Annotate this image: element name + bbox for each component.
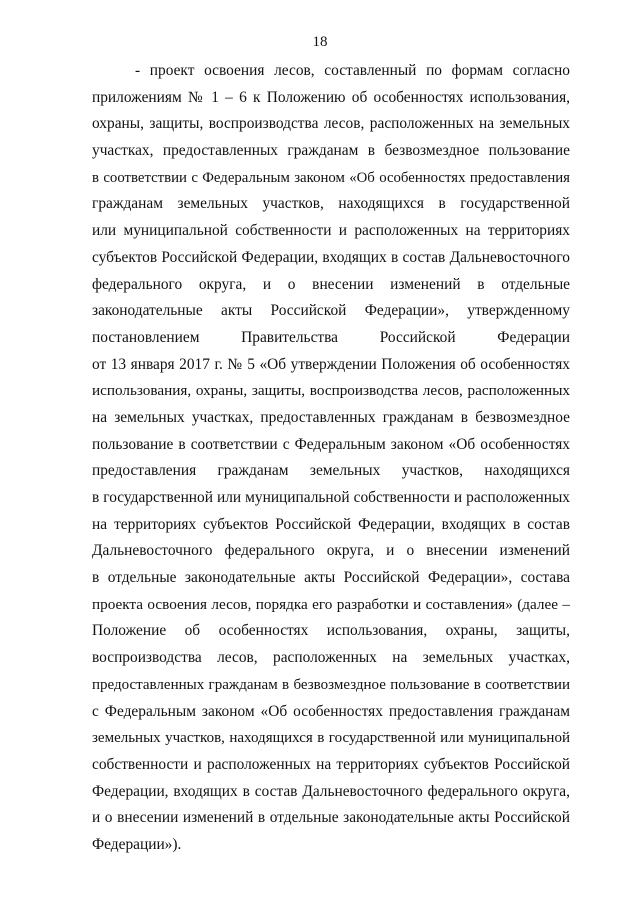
paragraph-line: федерального округа, и о внесении изменений в отдельные [92,275,570,293]
paragraph-line: от 13 января 2017 г. № 5 «Об утверждении Положения об особенностях [92,355,570,373]
paragraph-line: на земельных участках, предоставленных гражданам в безвозмездное [92,408,570,426]
paragraph-line: законодательные акты Российской Федерации», утвержденному [92,302,570,320]
paragraph-line: Федерации, входящих в состав Дальневосточного федерального округа, [92,782,570,800]
paragraph-line: воспроизводства лесов, расположенных на земельных участках, [92,649,570,667]
paragraph-line: земельных участков, находящихся в государственной или муниципальной [92,730,570,747]
body-paragraph [92,58,570,859]
paragraph-line: Федерации»). [92,835,182,853]
paragraph-line: или муниципальной собственности и расположенных на территориях [92,222,570,240]
paragraph-line: пользование в соответствии с Федеральным законом «Об особенностях [92,435,570,453]
paragraph-line: Положение об особенностях использования, охраны, защиты, [92,622,570,640]
paragraph-line: на территориях субъектов Российской Федерации, входящих в состав [92,515,570,533]
paragraph-line: в государственной или муниципальной собственности и расположенных [92,489,570,506]
paragraph-line: в отдельные законодательные акты Российской Федерации», состава [92,569,570,587]
paragraph-line: приложениям № 1 – 6 к Положению об особенностях использования, [92,88,570,106]
paragraph-line: использования, охраны, защиты, воспроизводства лесов, расположенных [92,382,570,400]
paragraph-line: собственности и расположенных на территориях субъектов Российской [92,755,570,773]
paragraph-line: - проект освоения лесов, составленный по формам согласно [135,62,570,79]
paragraph-line: участках, предоставленных гражданам в безвозмездное пользование [92,142,570,160]
paragraph-line: предоставленных гражданам в безвозмездное пользование в соответствии [92,676,570,693]
paragraph-line: субъектов Российской Федерации, входящих в состав Дальневосточного [92,248,570,266]
paragraph-line: гражданам земельных участков, находящихся в государственной [92,195,570,213]
paragraph-line: в соответствии с Федеральным законом «Об особенностях предоставления [92,169,570,186]
paragraph-line: и о внесении изменений в отдельные законодательные акты Российской [92,809,570,827]
paragraph-line: охраны, защиты, воспроизводства лесов, расположенных на земельных [92,115,570,133]
paragraph-line: с Федеральным законом «Об особенностях предоставления гражданам [92,702,570,720]
paragraph-line: постановлением Правительства Российской Федерации [92,328,570,346]
paragraph-line: проекта освоения лесов, порядка его разработки и составления» (далее – [92,595,570,613]
paragraph-line: предоставления гражданам земельных участков, находящихся [92,462,570,480]
page-number: 18 [312,34,328,50]
paragraph-line: Дальневосточного федерального округа, и о внесении изменений [92,542,570,560]
